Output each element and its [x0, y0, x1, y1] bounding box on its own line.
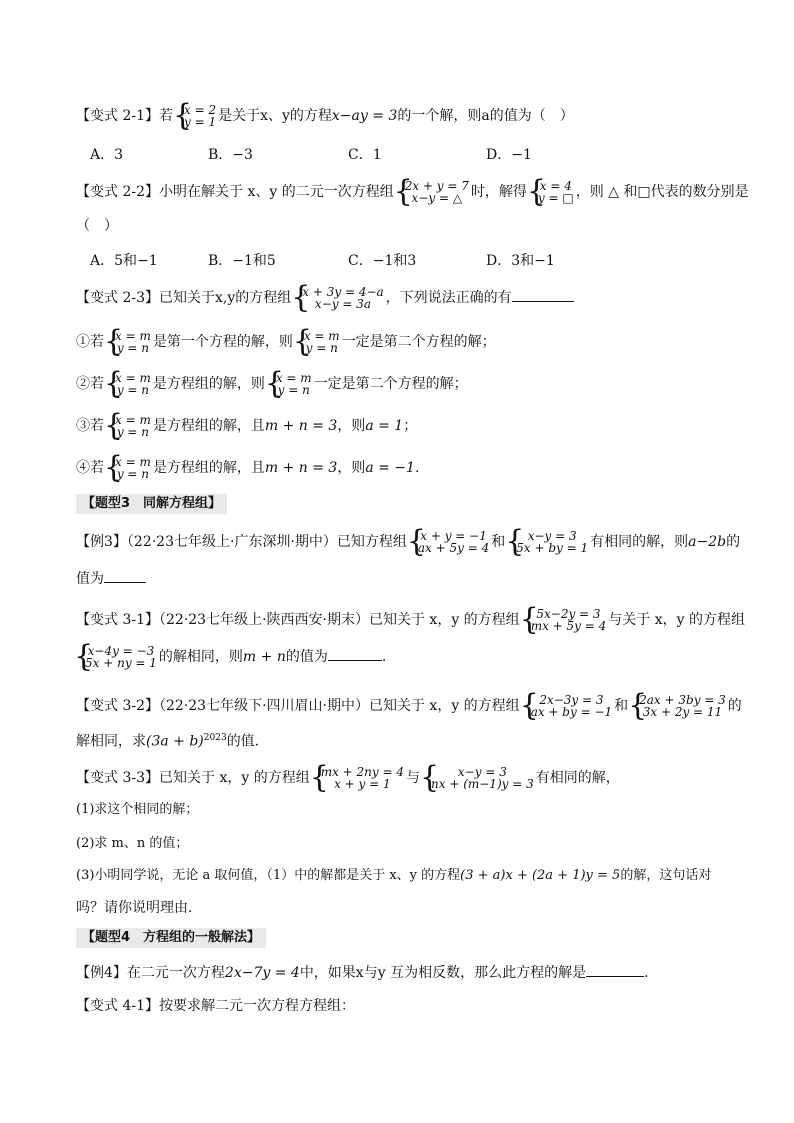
exercise-3-2: 【变式 3-2】（22·23七年级下·四川眉山·期中）已知关于 x，y 的方程组 { 2x−3y = 3 ax + by = −1 和 { 2ax + 3by = 3 3x + 2y = 11 的 — [76, 694, 742, 718]
option-b: B．−1和5 — [208, 253, 276, 269]
example-4: 【例4】在二元一次方程2x−7y = 4中，如果x与y 互为相反数，那么此方程的解是 . — [76, 962, 649, 983]
equation-system: { x = 4 y = □ — [529, 180, 574, 204]
exercise-2-3: 【变式 2-3】已知关于x,y的方程组 { x + 3y = 4−a x−y = 3a ，下列说法正确的有 — [76, 286, 574, 310]
statement-3: ③若 { x = m y = n 是方程组的解，且m + n = 3，则a = 1； — [76, 414, 417, 438]
option-d: D．−1 — [486, 147, 532, 163]
option-c: C．1 — [348, 147, 382, 163]
question-2: (2)求 m、n 的值； — [76, 836, 189, 851]
option-c: C．−1和3 — [348, 253, 417, 269]
exercise-2-1: 【变式 2-1】若 { x = 2 y = 1 是关于x、y的方程x−ay = 3的一个解，则a的值为（ ） — [76, 104, 574, 128]
exercise-3-1: 【变式 3-1】（22·23七年级上·陕西西安·期末）已知关于 x，y 的方程组 { 5x−2y = 3 mx + 5y = 4 与关于 x，y 的方程组 — [76, 608, 745, 632]
statement-1: ①若 { x = m y = n 是第一个方程的解，则 { x = m y = n 一定是第二个方程的解； — [76, 330, 496, 354]
example-3: 【例3】（22·23七年级上·广东深圳·期中）已知方程组 { x + y = −1 ax + 5y = 4 和 { x−y = 3 5x + by = 1 有相同的解，则a−2b的 — [76, 530, 740, 554]
exercise-3-3: 【变式 3-3】已知关于 x，y 的方程组 { mx + 2ny = 4 x + y = 1 与 { x−y = 3 nx + (m−1)y = 3 有相同的解， — [76, 766, 620, 790]
question-3: (3)小明同学说，无论 a 取何值，（1）中的解都是关于 x、y 的方程(3 + a)x + (2a + 1)y = 5的解，这句话对 — [76, 868, 712, 883]
exercise-3-1-cont: { x−4y = −3 5x + ny = 1 的解相同，则m + n的值为 . — [76, 645, 386, 669]
equation-system: { 2x + y = 7 x−y = △ — [396, 180, 469, 204]
exercise-2-2-paren: （ ） — [76, 218, 118, 234]
statement-4: ④若 { x = m y = n 是方程组的解，且m + n = 3，则a = −1. — [76, 456, 419, 480]
answer-blank[interactable] — [586, 962, 644, 977]
option-a: A．3 — [90, 147, 124, 163]
answer-blank[interactable] — [512, 287, 574, 302]
section-heading-4: 【题型4 方程组的一般解法】 — [76, 928, 266, 948]
question-3-cont: 吗？请你说明理由. — [76, 900, 193, 916]
equation-system: { x + 3y = 4−a x−y = 3a — [293, 286, 383, 310]
exercise-4-1: 【变式 4-1】按要求解二元一次方程方程组： — [76, 998, 355, 1014]
answer-blank[interactable] — [104, 568, 146, 583]
question-1: (1)求这个相同的解； — [76, 802, 199, 817]
option-a: A．5和−1 — [90, 253, 158, 269]
equation-system: { x = 2 y = 1 — [175, 104, 216, 128]
answer-blank[interactable] — [328, 646, 382, 661]
statement-2: ②若 { x = m y = n 是方程组的解，则 { x = m y = n 一定是第二个方程的解； — [76, 372, 468, 396]
exercise-2-2: 【变式 2-2】小明在解关于 x、y 的二元一次方程组 { 2x + y = 7 x−y = △ 时，解得 { x = 4 y = □ ，则 △ 和□代表的数分别是 — [76, 180, 749, 204]
exercise-3-2-cont: 解相同，求$(3a + b)^{2023}$的值. — [76, 733, 260, 750]
tag: 【变式 2-1】 — [76, 108, 159, 124]
option-b: B．−3 — [208, 147, 253, 163]
example-3-cont: 值为 — [76, 568, 146, 589]
section-heading-3: 【题型3 同解方程组】 — [76, 494, 227, 514]
option-d: D．3和−1 — [486, 253, 555, 269]
